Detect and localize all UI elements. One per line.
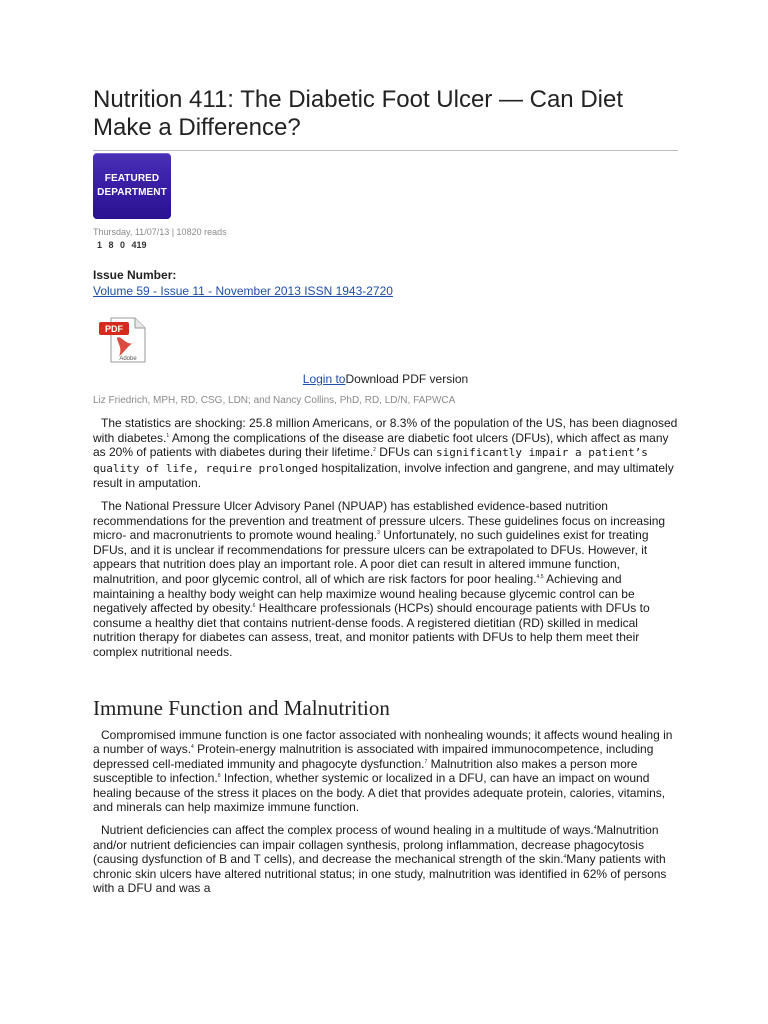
- p2-ref-2: 4,5: [536, 573, 544, 580]
- p2-text-b: Unfortunately, no such guidelines exist for treating DFUs, and it is unclear if recommendations for pressure ulcers can be extrapolated to DFUs. However, it appears that nutrition does play an important role. A poor diet can result in altered immune function, malnutrition, and poor glycemic control, all of which are risk factors for poor healing.: [93, 528, 649, 586]
- p3-text-d: Infection, whether systemic or localized in a DFU, can have an impact on wound healing because of the stress it places on the body. A diet that provides adequate protein, calories, vitamins, and minerals can help maximize immune function.: [93, 771, 666, 815]
- p1-text-c: DFUs can: [375, 445, 436, 460]
- article-meta: Thursday, 11/07/13 | 10820 reads: [93, 227, 227, 237]
- p1-ref-1: 1: [166, 432, 170, 439]
- badge-line-2: DEPARTMENT: [97, 187, 167, 198]
- title-divider: [93, 150, 678, 151]
- pdf-icon[interactable]: [97, 314, 147, 364]
- download-text: Download PDF version: [345, 372, 469, 386]
- pdf-file-icon: [97, 314, 147, 364]
- p1-text-b: Among the complications of the disease are diabetic foot ulcers (DFUs), which affect as many as 20% of patients with diabetes during their lifetime.: [93, 430, 669, 460]
- p3-ref-3: 8: [217, 773, 221, 780]
- p4-text-c: Many patients with chronic skin ulcers have altered nutritional status; in one study, malnutrition was identified in 62% of persons with a DFU and was a: [93, 852, 667, 896]
- issue-number-label: Issue Number:: [93, 268, 177, 282]
- p1-text-d: hospitalization, involve infection and gangrene, and may ultimately result in amputation.: [93, 460, 674, 491]
- p3-text-b: Protein-energy malnutrition is associated with impaired immunocompetence, including depressed cell-mediated immunity and phagocyte dysfunction.: [93, 742, 654, 771]
- p3-ref-2: 7: [424, 758, 428, 765]
- featured-department-badge[interactable]: [93, 153, 171, 219]
- p3-text-a: Compromised immune function is one factor associated with nonhealing wounds; it affects wound healing in a number of ways.: [93, 727, 673, 757]
- adobe-label: Adobe: [119, 356, 137, 362]
- section-heading: Immune Function and Malnutrition: [93, 695, 390, 720]
- p2-text-c: Achieving and maintaining a healthy body weight can help maximize wound healing because glycemic control can be negatively affected by obesity.: [93, 571, 635, 616]
- download-line: [93, 371, 678, 387]
- authors: Liz Friedrich, MPH, RD, CSG, LDN; and Nancy Collins, PhD, RD, LD/N, FAPWCA: [93, 395, 456, 406]
- p1-text-a: The statistics are shocking: 25.8 million Americans, or 8.3% of the population of the US, has been diagnosed with diabetes.: [93, 416, 678, 445]
- article-title: Nutrition 411: The Diabetic Foot Ulcer — Can Diet Make a Difference?: [93, 86, 624, 141]
- p1-text-mono: significantly impair a patient’s quality of life, require prolonged: [93, 446, 648, 475]
- p4-text-a: Nutrient deficiencies can affect the complex process of wound healing in a multitude of ways.: [101, 823, 594, 838]
- article: [93, 0, 678, 896]
- p4-ref-1: 4: [593, 825, 597, 832]
- login-link[interactable]: Login to: [302, 372, 346, 386]
- issue-link[interactable]: Volume 59 - Issue 11 - November 2013 ISSN 1943-2720: [93, 284, 393, 298]
- p1-ref-2: 2: [373, 447, 376, 454]
- share-counts: 1 8 0 419: [97, 240, 147, 250]
- p2-text-d: Healthcare professionals (HCPs) should encourage patients with DFUs to consume a healthy diet that contains nutrient-dense foods. A registered dietitian (RD) skilled in medical nutrition therapy for diabetes can assess, treat, and monitor patients with DFUs to help them meet their complex nutritional needs.: [93, 601, 650, 659]
- p4-ref-2: 4: [563, 854, 567, 861]
- paragraph-1: [93, 416, 678, 491]
- p3-text-c: Malnutrition also makes a person more susceptible to infection.: [93, 756, 638, 786]
- p2-text-a: The National Pressure Ulcer Advisory Panel (NPUAP) has established evidence-based nutrition recommendations for the prevention and treatment of pressure ulcers. These guidelines focus on increasing micro- and macronutrients to promote wound healing.: [93, 498, 666, 543]
- pdf-label: PDF: [105, 324, 123, 334]
- p3-ref-1: 4: [191, 744, 194, 751]
- paragraph-2: [93, 499, 678, 660]
- badge-line-1: FEATURED: [104, 173, 160, 184]
- p2-ref-1: 3: [377, 530, 380, 537]
- p2-ref-3: 6: [252, 603, 256, 610]
- p4-text-b: Malnutrition and/or nutrient deficiencies can impair collagen synthesis, prolong inflammation, decrease phagocytosis (causing dysfunction of B and T cells), and decrease the mechanical strength of the skin.: [93, 823, 659, 867]
- paragraph-4: [93, 823, 678, 896]
- paragraph-3: [93, 728, 678, 816]
